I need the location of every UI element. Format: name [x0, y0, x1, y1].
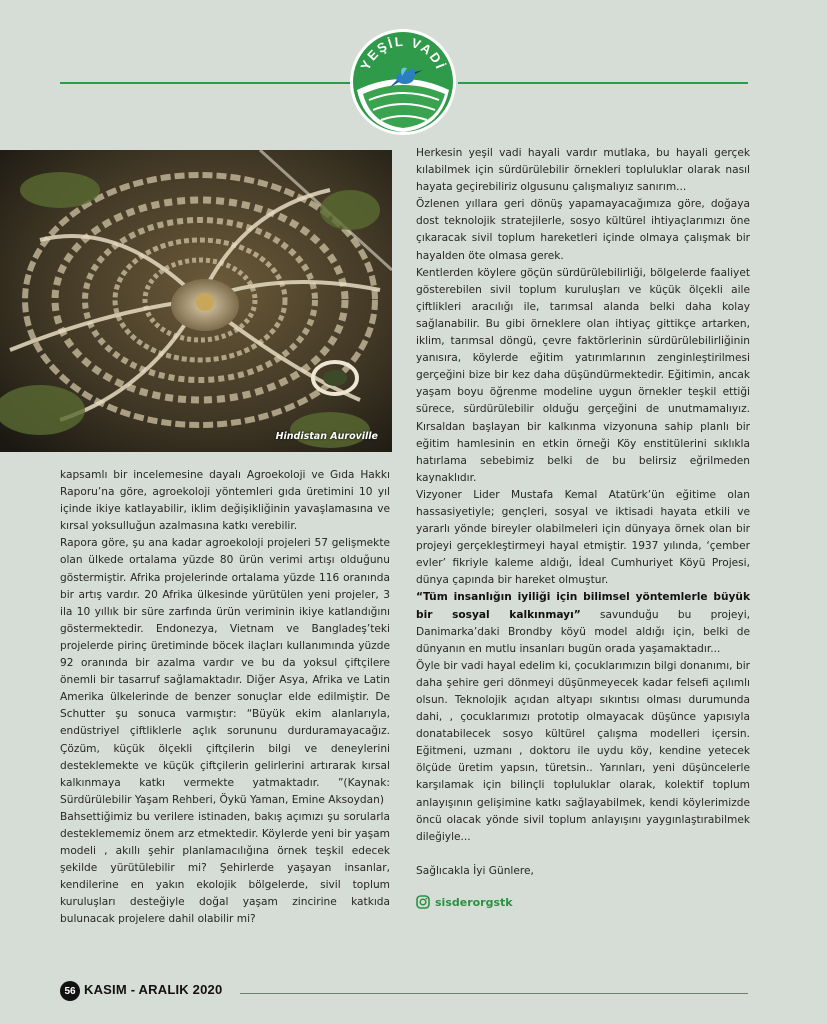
quote-rest: savunduğu bu projeyi, Danimarka’daki Brondby köyü model aldığı için, belki de dünyanın en mutlu insanları bugün orada yaşamaktadır...: [416, 608, 751, 655]
photo-caption: Hindistan Auroville: [275, 431, 378, 442]
header-rule-right: [458, 82, 748, 84]
right-paragraph: Özlenen yıllara geri dönüş yapamayacağımıza göre, doğaya dost teknolojik stratejilerle, sosyo kültürel ihtiyaçlarımızı öne çıkaracak sivil toplum hareketleri içinde olmaya çalışmak bir hayalden öte olmasa gerek.: [416, 198, 750, 262]
right-paragraph: Herkesin yeşil vadi hayali vardır mutlaka, bu hayali gerçek kılabilmek için sürdürülebilir örnekleri topluluklar olarak nasıl hayata geçirebiliriz olgusunu çalışmalıyız sanırım...: [416, 147, 750, 194]
quote-bold: “Tüm insanlığın iyiliği için bilimsel yöntemlerle büyük bir sosyal kalkınmayı”: [416, 591, 750, 621]
issue-date: KASIM - ARALIK 2020: [84, 982, 223, 997]
instagram-icon: [416, 895, 430, 909]
left-paragraph: kapsamlı bir incelemesine dayalı Agroekoloji ve Gıda Hakkı Raporu’na göre, agroekoloji yöntemleri gıda üretimini 10 yıl içinde ikiye katlayabilir, iklim değişikliğinin yavaşlamasına ve kırsal yoksulluğun azalmasına katkı verebilir.: [60, 469, 390, 533]
closing-line: Sağlıcakla İyi Günlere,: [416, 864, 534, 877]
right-paragraph: Öyle bir vadi hayal edelim ki, çocuklarımızın bilgi donanımı, bir daha şehire geri dönmeyi düşünmeyecek kadar felsefi açılımlı olsun. Teknolojik açıdan altyapı sıkıntısı olması durumunda dahi, , çocuklarımızı prototip olmayacak düşünce yapısıyla donatabilecek sosyo kültürel çalışma modelleri içersin. Eğitmeni, uzmanı , doktoru ile uydu köy, kendine yetecek ölçüde üretim yapsın, türetsin.. Yarınları, yeni düşüncelerle karşılamak için bilinçli topluluklar olarak, kolektif toplum anlayışının gelişimine katkı sağlayabilmek, kendi köylerimizde öncü olacak yönde sivil toplum anlayışını yaygınlaştırabilmek dileğiyle...: [416, 659, 750, 843]
footer-rule: [240, 993, 748, 994]
left-paragraph: Rapora göre, şu ana kadar agroekoloji projeleri 57 gelişmekte olan ülkede ortalama yüzde 80 ürün verimi artışı olduğunu göstermiştir. Afrika projelerinde ortalama yüzde 116 oranında bir artış vardır. 20 Afrika ülkesinde yürütülen yeni projeler, 3 ila 10 yıllık bir süre zarfında ürün veriminin ikiye katlandığını göstermektedir. Endonezya, Vietnam ve Bangladeş’teki projelerde pirinç üretiminde böcek ilaçları kullanımında yüzde 92 oranında bir azalma vardır ve bu da yoksul çiftçilere önemli bir tasarruf sağlamaktadır. Diğer Asya, Afrika ve Latin Amerika ülkelerinde de benzer sonuçlar elde edilmiştir. De Schutter şu sonuca varmıştır: “Büyük ekim alanlarıyla, endüstriyel çiftliklerle açlık sorununu durduramayacağız. Çözüm, küçük ölçekli çiftçilerin bilgi ve deneylerini desteklemekte ve küçük çiftçilerin gelirlerini artırarak kırsal kalkınmaya katkı vermekte yatmaktadır. ”(Kaynak: Sürdürülebilir Yaşam Rehberi, Öykü Yaman, Emine Aksoydan): [60, 537, 390, 806]
left-paragraph: Bahsettiğimiz bu verilere istinaden, bakış açımızı şu sorularla desteklememiz önem arz etmektedir. Köylerde yeni bir yaşam modeli , akıllı şehir planlamacılığına örnek teşkil edecek şekilde yürütülebilir mi? Şehirlerde yaşayan insanlar, kendilerine en yakın ekolojik bölgelerde, sivil toplum kuruluşları desteğiyle doğal yaşam zincirine katkıda bulunacak projelere dahil olabilir mi?: [60, 810, 390, 926]
right-paragraph-quote: [416, 589, 750, 657]
page-number: 56: [60, 981, 80, 1001]
right-paragraph: Kentlerden köylere göçün sürdürülebilirliği, bölgelerde faaliyet gösterebilen sivil toplum kuruluşları ve küçük ölçekli aile çiftlikleri aracılığı ile, tarımsal alanda belki daha kolay sağlanabilir. Bu gibi örneklere olan ihtiyaç gittikçe artarken, iklim, tarımsal döngü, çevre faktörlerinin sürdürülebilirliğinin yanısıra, köylerde eğitim yatırımlarının zenginleştirilmesi gerçeğini bize bir kez daha düşündürmektedir. Eğitimin, ancak yaşam boyu öğrenme modeline uygun örnekler teşkil ettiği sürece, sürdürülebilir olduğu gerçeğini de unutmamalıyız. Kırsaldan başlayan bir kalkınma vizyonuna sahip planlı bir eğitim hamlesinin en etkin örneği Köy enstitülerini sıklıkla hatırlama sebebimiz belki de bu belirsiz eğrilmeden kaynaklıdır.: [416, 266, 750, 484]
right-column: [416, 145, 750, 911]
right-paragraph: Vizyoner Lider Mustafa Kemal Atatürk’ün eğitime olan hassasiyetiyle; gençleri, sosyal ve iktisadi hayata etkili ve yararlı yönde bireyler olabilmeleri için dünyaya örnek olan bir projeyi gerçekleştirmeyi hayal etmiştir. 1937 yılında, ‘çember evler’ fikriyle kaleme aldığı, İdeal Cumhuriyet Köyü Projesi, dünya çapında bir hareket olmuştur.: [416, 488, 750, 587]
auroville-photo: [0, 150, 392, 452]
instagram-link[interactable]: [416, 894, 750, 911]
yesil-vadi-logo: [349, 28, 457, 136]
header-rule-left: [60, 82, 350, 84]
logo-text: YEŞİL VADİ: [357, 33, 449, 73]
left-column: [60, 467, 390, 929]
instagram-handle[interactable]: sisderorgstk: [435, 895, 513, 909]
